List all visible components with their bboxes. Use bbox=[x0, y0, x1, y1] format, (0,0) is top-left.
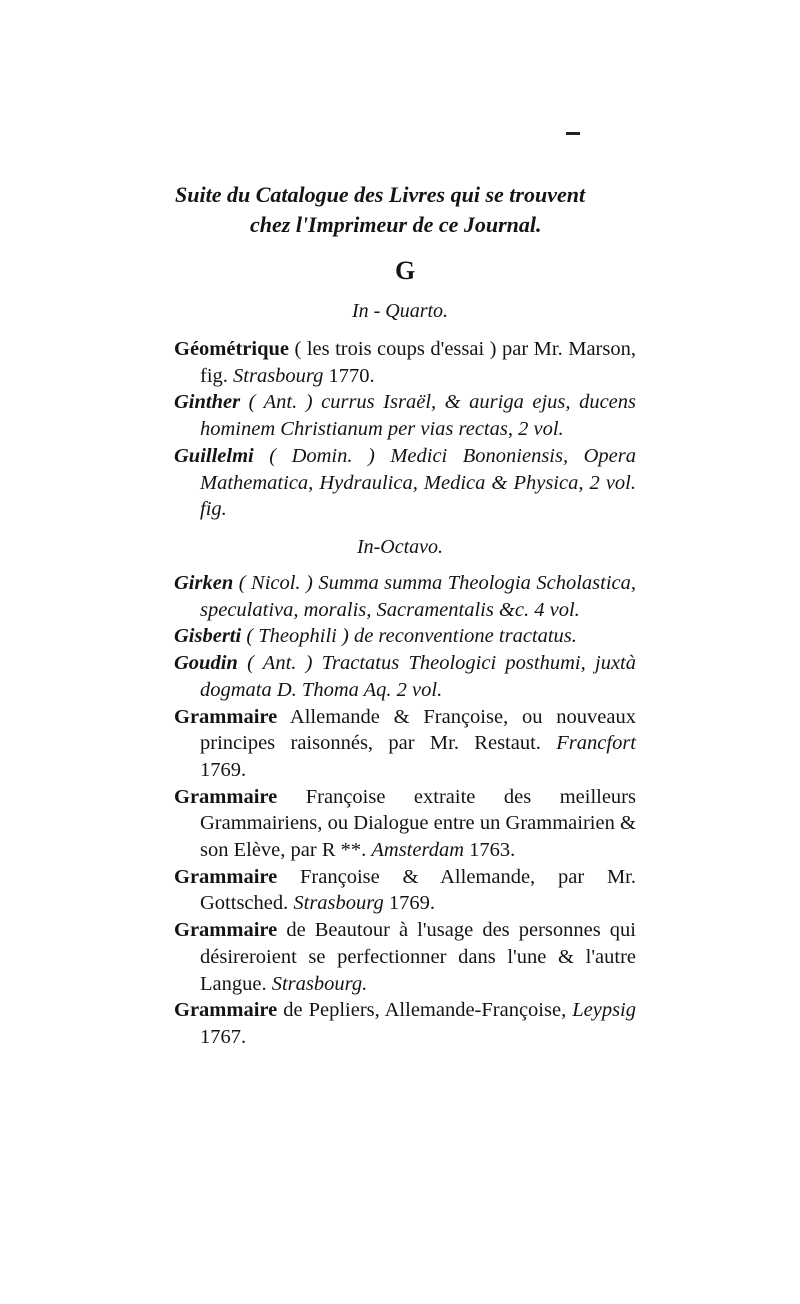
entry-text: ( Theophili ) de reconventione tractatus. bbox=[241, 625, 577, 648]
entry-lead: Grammaire bbox=[174, 785, 278, 808]
entry-place: Strasbourg. bbox=[271, 972, 368, 995]
catalogue-entry bbox=[174, 650, 636, 703]
entry-text: ( Ant. ) currus Israël, & auriga ejus, ducens hominem Christianum per vias rectas, 2 vol. bbox=[200, 391, 636, 441]
entry-text: ( les trois coups d'essai ) par Mr. Marson, fig. bbox=[200, 338, 636, 387]
entry-tail: 1769. bbox=[383, 892, 435, 915]
catalogue-entry bbox=[174, 704, 636, 784]
entry-lead: Grammaire bbox=[174, 919, 278, 942]
catalogue-entry bbox=[174, 997, 636, 1050]
entry-text: Françoise extraite des meilleurs Grammairiens, ou Dialogue entre un Grammairien & son Elève, par R **. bbox=[200, 785, 636, 862]
entry-place: Strasbourg bbox=[293, 892, 384, 915]
entry-place: Amsterdam bbox=[371, 839, 464, 862]
entry-text: ( Ant. ) Tractatus Theologici posthumi, juxtà dogmata D. Thoma Aq. 2 vol. bbox=[200, 652, 636, 701]
entry-lead: Géométrique bbox=[174, 338, 289, 360]
entry-place: Francfort bbox=[556, 732, 636, 755]
entry-tail: 1769. bbox=[200, 758, 247, 781]
catalogue-entry bbox=[174, 389, 636, 442]
ornament-mark bbox=[566, 132, 580, 135]
entry-lead: Guillelmi bbox=[174, 444, 254, 467]
header-line-1: Suite du Catalogue des Livres qui se trouvent bbox=[175, 182, 586, 207]
entries-quarto bbox=[174, 336, 636, 523]
catalogue-entry bbox=[174, 917, 636, 997]
entry-lead: Grammaire bbox=[174, 705, 278, 728]
entry-place: Strasbourg bbox=[233, 364, 324, 387]
entry-text: de Beautour à l'usage des personnes qui désireroient se perfectionner dans l'une & l'autre Langue. bbox=[200, 919, 636, 995]
entries-octavo bbox=[174, 570, 636, 1051]
entry-tail: 1770. bbox=[323, 364, 375, 387]
catalogue-entry bbox=[174, 864, 636, 917]
section-heading-octavo: In-Octavo. bbox=[356, 536, 444, 558]
catalogue-entry bbox=[174, 570, 636, 623]
entry-lead: Goudin bbox=[174, 652, 238, 675]
catalogue-entry bbox=[174, 336, 636, 389]
section-heading-quarto: In - Quarto. bbox=[351, 300, 449, 322]
entry-text: Allemande & Françoise, ou nouveaux principes raisonnés, par Mr. Restaut. bbox=[200, 705, 636, 755]
entry-text: ( Nicol. ) Summa summa Theologia Scholastica, speculativa, moralis, Sacramentalis &c. 4 vol. bbox=[200, 572, 636, 621]
entry-text: Françoise & Allemande, par Mr. Gottsched. bbox=[200, 865, 636, 915]
entry-lead: Girken bbox=[174, 572, 234, 594]
entry-lead: Grammaire bbox=[174, 999, 278, 1022]
entry-lead: Gisberti bbox=[174, 625, 242, 648]
entry-text: de Pepliers, Allemande-Françoise, bbox=[277, 999, 573, 1022]
entry-tail: 1767. bbox=[200, 1025, 247, 1048]
section-letter: G bbox=[395, 256, 416, 285]
catalogue-entry bbox=[174, 623, 636, 650]
catalogue-entry bbox=[174, 784, 636, 864]
entry-text: ( Domin. ) Medici Bononiensis, Opera Mathematica, Hydraulica, Medica & Physica, 2 vol. fig. bbox=[200, 444, 636, 521]
entry-tail: 1763. bbox=[464, 839, 516, 862]
catalogue-entry bbox=[174, 443, 636, 523]
header-line-2: chez l'Imprimeur de ce Journal. bbox=[250, 212, 542, 237]
entry-lead: Ginther bbox=[174, 391, 241, 414]
catalogue-header bbox=[175, 180, 645, 240]
entry-place: Leypsig bbox=[572, 999, 636, 1022]
entry-lead: Grammaire bbox=[174, 865, 278, 888]
